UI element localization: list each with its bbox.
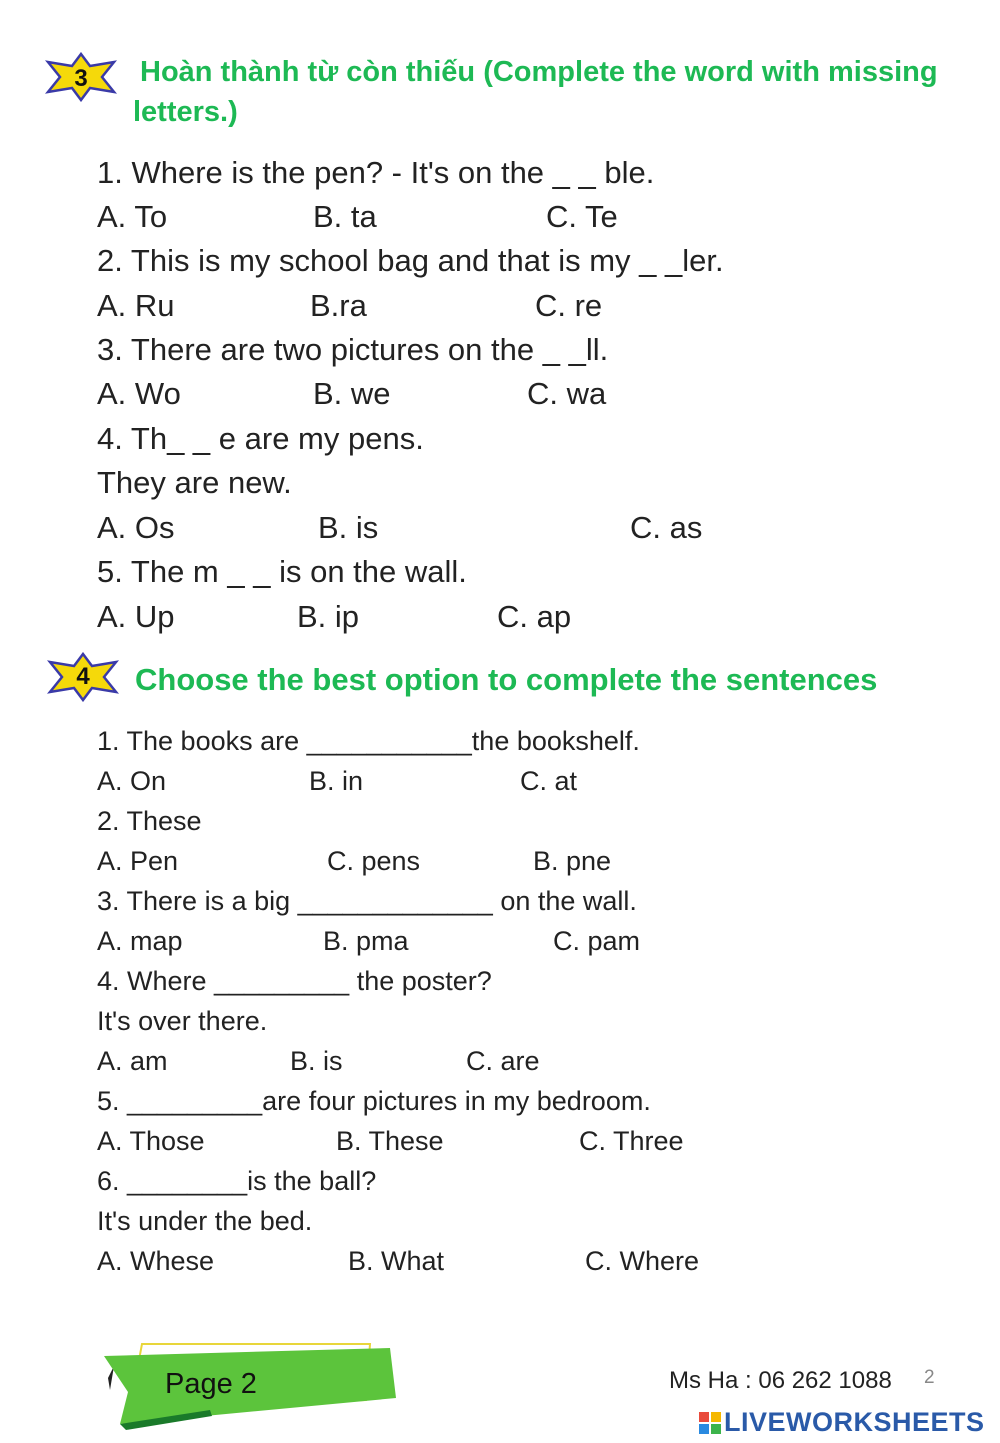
option-b: B. pma bbox=[323, 926, 409, 956]
option-c: C. re bbox=[535, 288, 603, 323]
option-b: B. is bbox=[318, 510, 379, 545]
option-b: B. ip bbox=[297, 599, 360, 634]
option-b: B. What bbox=[348, 1246, 445, 1276]
option-b: B. ta bbox=[313, 199, 377, 234]
option-a: A. Pen bbox=[97, 846, 179, 876]
option-a: A. map bbox=[97, 926, 183, 956]
section3-title-line1: Hoàn thành từ còn thiếu (Complete the word with missing bbox=[140, 56, 938, 88]
question-text: It's under the bed. bbox=[97, 1206, 313, 1236]
star-badge-icon bbox=[46, 652, 120, 702]
option-a: A. Those bbox=[97, 1126, 205, 1156]
section3-title-line2: letters.) bbox=[133, 96, 238, 128]
question-text: 1. Where is the pen? - It's on the _ _ ble. bbox=[97, 155, 655, 190]
question-text: 4. Where _________ the poster? bbox=[97, 966, 492, 996]
brand-name: LIVEWORKSHEETS bbox=[724, 1407, 985, 1437]
option-a: A. To bbox=[97, 199, 168, 234]
option-a: A. Os bbox=[97, 510, 175, 545]
question-text: It's over there. bbox=[97, 1006, 268, 1036]
question-text: They are new. bbox=[97, 465, 292, 500]
option-c: C. are bbox=[466, 1046, 540, 1076]
question-text: 3. There are two pictures on the _ _ll. bbox=[97, 332, 609, 367]
question-text: 6. ________is the ball? bbox=[97, 1166, 377, 1196]
option-b: B.ra bbox=[310, 288, 367, 323]
option-c: C. ap bbox=[497, 599, 572, 634]
star-badge-icon bbox=[44, 52, 118, 102]
option-a: A. Wo bbox=[97, 376, 181, 411]
option-b: B. is bbox=[290, 1046, 343, 1076]
option-a: A. On bbox=[97, 766, 167, 796]
question-text: 4. Th_ _ e are my pens. bbox=[97, 421, 424, 456]
contact-info: Ms Ha : 06 262 1088 bbox=[669, 1367, 892, 1394]
question-text: 5. _________are four pictures in my bedroom. bbox=[97, 1086, 651, 1116]
question-text: 2. This is my school bag and that is my _ _ler. bbox=[97, 243, 724, 278]
option-a: A. Whese bbox=[97, 1246, 215, 1276]
section4-number: 4 bbox=[76, 663, 90, 690]
option-c: C. pam bbox=[553, 926, 641, 956]
option-c: C. Te bbox=[546, 199, 618, 234]
question-text: 5. The m _ _ is on the wall. bbox=[97, 554, 467, 589]
page-number: 2 bbox=[924, 1367, 935, 1388]
option-a: A. Ru bbox=[97, 288, 175, 323]
option-a: A. Up bbox=[97, 599, 175, 634]
option-c: C. as bbox=[630, 510, 703, 545]
option-b: B. These bbox=[336, 1126, 444, 1156]
option-c: C. at bbox=[520, 766, 578, 796]
option-b: B. we bbox=[313, 376, 391, 411]
page-label: Page 2 bbox=[165, 1368, 257, 1400]
section4-title: Choose the best option to complete the sentences bbox=[135, 662, 878, 697]
liveworksheets-logo-icon bbox=[698, 1411, 722, 1435]
question-text: 2. These bbox=[97, 806, 202, 836]
question-text: 3. There is a big _____________ on the wall. bbox=[97, 886, 637, 916]
section3-number: 3 bbox=[74, 65, 88, 92]
option-c: C. Three bbox=[579, 1126, 684, 1156]
option-b: B. in bbox=[309, 766, 364, 796]
option-c: C. Where bbox=[585, 1246, 700, 1276]
option-c: C. wa bbox=[527, 376, 607, 411]
option-b: C. pens bbox=[327, 846, 421, 876]
question-text: 1. The books are ___________the bookshelf. bbox=[97, 726, 640, 756]
option-c: B. pne bbox=[533, 846, 612, 876]
option-a: A. am bbox=[97, 1046, 168, 1076]
